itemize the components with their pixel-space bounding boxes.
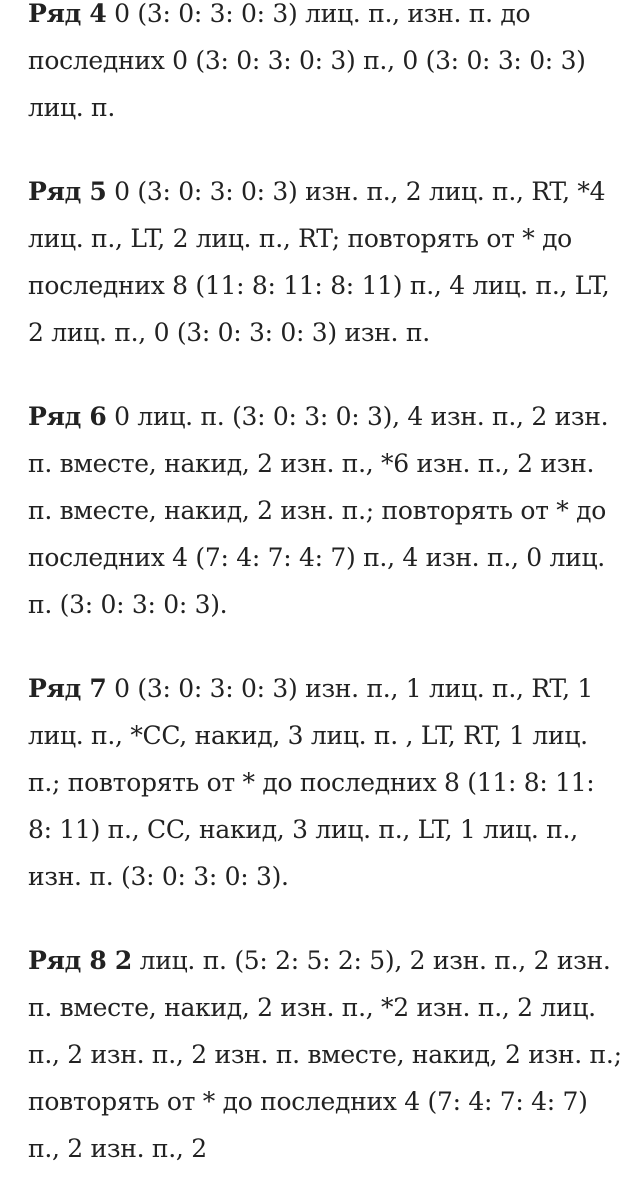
row-instructions: 0 (3: 0: 3: 0: 3) изн. п., 2 лиц. п., RT, *4 лиц. п., LT, 2 лиц. п., RT; повторять от * до последних 8 (11: 8: 11: 8: 11) п., 4 лиц. п., LT, 2 лиц. п., 0 (3: 0: 3: 0: 3) изн. п. [28,177,610,347]
row-6-paragraph [28,393,623,628]
row-4-paragraph [28,0,623,131]
row-bold-count: 2 [106,946,133,975]
row-instructions: лиц. п. (5: 2: 5: 2: 5), 2 изн. п., 2 изн. п. вместе, накид, 2 изн. п., *2 изн. п., 2 лиц. п., 2 изн. п., 2 изн. п. вместе, накид, 2 изн. п.; повторять от * до последних 4 (7: 4: 7: 4: 7) п., 2 изн. п., 2 [28,946,622,1163]
pattern-text [28,0,623,1200]
row-7-paragraph [28,665,623,900]
row-8-paragraph [28,937,623,1172]
row-label: Ряд 7 [28,674,107,703]
row-instructions: 0 (3: 0: 3: 0: 3) лиц. п., изн. п. до последних 0 (3: 0: 3: 0: 3) п., 0 (3: 0: 3: 0: 3) лиц. п. [28,0,586,122]
row-5-paragraph [28,168,623,356]
row-label: Ряд 4 [28,0,107,28]
row-label: Ряд 6 [28,402,107,431]
row-instructions: 0 (3: 0: 3: 0: 3) изн. п., 1 лиц. п., RT, 1 лиц. п., *CC, накид, 3 лиц. п. , LT, RT, 1 лиц. п.; повторять от * до последних 8 (11: 8: 11: 8: 11) п., CC, накид, 3 лиц. п., LT, 1 лиц. п., изн. п. (3: 0: 3: 0: 3). [28,674,595,891]
row-instructions: 0 лиц. п. (3: 0: 3: 0: 3), 4 изн. п., 2 изн. п. вместе, накид, 2 изн. п., *6 изн. п., 2 изн. п. вместе, накид, 2 изн. п.; повторять от * до последних 4 (7: 4: 7: 4: 7) п., 4 изн. п., 0 лиц. п. (3: 0: 3: 0: 3). [28,402,609,619]
row-label: Ряд 5 [28,177,107,206]
row-label: Ряд 8 [28,946,107,975]
